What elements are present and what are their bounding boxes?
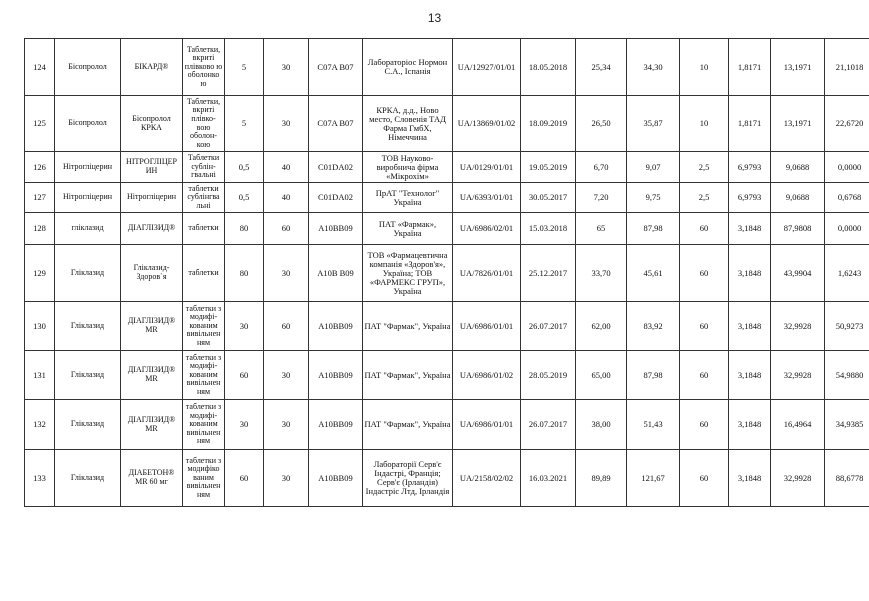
ddd-cell: 60 xyxy=(680,400,729,450)
reimbursement-cell: 43,9904 xyxy=(771,245,825,302)
trade-name-cell: Бісопролол КРКА xyxy=(121,96,183,152)
pack-quantity-cell: 60 xyxy=(264,213,309,245)
manufacturer-cell: ПАТ "Фармак", Україна xyxy=(363,400,453,450)
price-cell: 33,70 xyxy=(576,245,627,302)
inn-cell: Гліклазид xyxy=(55,351,121,400)
date-cell: 25.12.2017 xyxy=(521,245,576,302)
dose-cell: 5 xyxy=(225,96,264,152)
cost-per-ddd-cell: 1,8171 xyxy=(729,96,771,152)
pack-quantity-cell: 30 xyxy=(264,96,309,152)
price-cell: 26,50 xyxy=(576,96,627,152)
atc-code-cell: A10BB09 xyxy=(309,213,363,245)
copayment-cell: 0,0000 xyxy=(825,213,869,245)
date-cell: 18.09.2019 xyxy=(521,96,576,152)
atc-code-cell: C01DA02 xyxy=(309,152,363,183)
trade-name-cell: БІКАРД® xyxy=(121,39,183,96)
registration-number-cell: UA/12927/01/01 xyxy=(453,39,521,96)
copayment-cell: 0,6768 xyxy=(825,183,869,213)
registration-number-cell: UA/6393/01/01 xyxy=(453,183,521,213)
manufacturer-cell: ТОВ «Фармацевтична компанія «Здоров'я», Україна; ТОВ «ФАРМЕКС ГРУП», Україна xyxy=(363,245,453,302)
ddd-cell: 60 xyxy=(680,213,729,245)
manufacturer-cell: Лабораторіос Нормон С.А., Іспанія xyxy=(363,39,453,96)
retail-price-cell: 87,98 xyxy=(627,351,680,400)
pack-quantity-cell: 40 xyxy=(264,183,309,213)
dose-cell: 0,5 xyxy=(225,152,264,183)
registration-number-cell: UA/13869/01/02 xyxy=(453,96,521,152)
ddd-cell: 10 xyxy=(680,39,729,96)
ddd-cell: 60 xyxy=(680,302,729,351)
ddd-cell: 10 xyxy=(680,96,729,152)
trade-name-cell: НІТРОГЛІЦЕР ИН xyxy=(121,152,183,183)
dosage-form-cell: таблетки з модифі- кованим вивільнен ням xyxy=(183,400,225,450)
atc-code-cell: C07A B07 xyxy=(309,96,363,152)
atc-code-cell: A10BB09 xyxy=(309,302,363,351)
inn-cell: Бісопролол xyxy=(55,96,121,152)
cost-per-ddd-cell: 3,1848 xyxy=(729,245,771,302)
retail-price-cell: 83,92 xyxy=(627,302,680,351)
row-number: 133 xyxy=(25,450,55,507)
reimbursement-cell: 87,9808 xyxy=(771,213,825,245)
copayment-cell: 1,6243 xyxy=(825,245,869,302)
trade-name-cell: Гліклазид- Здоров`я xyxy=(121,245,183,302)
cost-per-ddd-cell: 3,1848 xyxy=(729,302,771,351)
trade-name-cell: ДІАГЛІЗИД® xyxy=(121,213,183,245)
ddd-cell: 60 xyxy=(680,351,729,400)
reimbursement-cell: 32,9928 xyxy=(771,302,825,351)
trade-name-cell: Нітрогліцерин xyxy=(121,183,183,213)
dosage-form-cell: таблетки з модифі- кованим вивільнен ням xyxy=(183,302,225,351)
retail-price-cell: 45,61 xyxy=(627,245,680,302)
retail-price-cell: 35,87 xyxy=(627,96,680,152)
row-number: 130 xyxy=(25,302,55,351)
dose-cell: 60 xyxy=(225,351,264,400)
dose-cell: 30 xyxy=(225,400,264,450)
row-number: 129 xyxy=(25,245,55,302)
date-cell: 26.07.2017 xyxy=(521,400,576,450)
atc-code-cell: A10BB09 xyxy=(309,351,363,400)
retail-price-cell: 34,30 xyxy=(627,39,680,96)
dosage-form-cell: таблетки сублінгва льні xyxy=(183,183,225,213)
price-cell: 38,00 xyxy=(576,400,627,450)
atc-code-cell: C01DA02 xyxy=(309,183,363,213)
row-number: 126 xyxy=(25,152,55,183)
table-row xyxy=(25,400,869,450)
registration-number-cell: UA/7826/01/01 xyxy=(453,245,521,302)
inn-cell: гліклазид xyxy=(55,213,121,245)
price-cell: 89,89 xyxy=(576,450,627,507)
manufacturer-cell: ПрАТ "Технолог" Україна xyxy=(363,183,453,213)
pack-quantity-cell: 30 xyxy=(264,39,309,96)
table-row xyxy=(25,351,869,400)
manufacturer-cell: ПАТ "Фармак", Україна xyxy=(363,351,453,400)
row-number: 131 xyxy=(25,351,55,400)
trade-name-cell: ДІАГЛІЗИД® MR xyxy=(121,302,183,351)
copayment-cell: 22,6720 xyxy=(825,96,869,152)
table-body xyxy=(25,39,869,507)
trade-name-cell: ДІАБЕТОН® MR 60 мг xyxy=(121,450,183,507)
copayment-cell: 0,0000 xyxy=(825,152,869,183)
manufacturer-cell: ТОВ Науково- виробнича фірма «Мікрохім» xyxy=(363,152,453,183)
ddd-cell: 60 xyxy=(680,450,729,507)
pack-quantity-cell: 30 xyxy=(264,245,309,302)
retail-price-cell: 9,07 xyxy=(627,152,680,183)
date-cell: 18.05.2018 xyxy=(521,39,576,96)
date-cell: 15.03.2018 xyxy=(521,213,576,245)
reimbursement-cell: 9,0688 xyxy=(771,152,825,183)
reimbursement-cell: 32,9928 xyxy=(771,450,825,507)
inn-cell: Нітрогліцерин xyxy=(55,152,121,183)
row-number: 127 xyxy=(25,183,55,213)
inn-cell: Гліклазид xyxy=(55,302,121,351)
dose-cell: 60 xyxy=(225,450,264,507)
registration-number-cell: UA/6986/01/01 xyxy=(453,400,521,450)
manufacturer-cell: ПАТ "Фармак", Україна xyxy=(363,302,453,351)
registration-number-cell: UA/6986/01/01 xyxy=(453,302,521,351)
price-cell: 6,70 xyxy=(576,152,627,183)
table-row xyxy=(25,213,869,245)
table-row xyxy=(25,302,869,351)
table-row xyxy=(25,450,869,507)
manufacturer-cell: Лабораторії Серв'є Індастрі, Франція; Серв'є (Ірландія) Індастріс Лтд, Ірландія xyxy=(363,450,453,507)
copayment-cell: 21,1018 xyxy=(825,39,869,96)
pack-quantity-cell: 30 xyxy=(264,400,309,450)
date-cell: 30.05.2017 xyxy=(521,183,576,213)
page-number: 13 xyxy=(427,11,442,25)
atc-code-cell: C07A B07 xyxy=(309,39,363,96)
table-row xyxy=(25,39,869,96)
cost-per-ddd-cell: 1,8171 xyxy=(729,39,771,96)
table-row xyxy=(25,152,869,183)
price-cell: 65 xyxy=(576,213,627,245)
inn-cell: Бісопролол xyxy=(55,39,121,96)
copayment-cell: 88,6778 xyxy=(825,450,869,507)
price-cell: 25,34 xyxy=(576,39,627,96)
dose-cell: 80 xyxy=(225,245,264,302)
pack-quantity-cell: 40 xyxy=(264,152,309,183)
reimbursement-cell: 13,1971 xyxy=(771,39,825,96)
dosage-form-cell: Таблетки, вкриті плівково ю оболонко ю xyxy=(183,39,225,96)
inn-cell: Гліклазид xyxy=(55,400,121,450)
copayment-cell: 50,9273 xyxy=(825,302,869,351)
dosage-form-cell: таблетки xyxy=(183,245,225,302)
dose-cell: 0,5 xyxy=(225,183,264,213)
registration-number-cell: UA/6986/02/01 xyxy=(453,213,521,245)
reimbursement-cell: 16,4964 xyxy=(771,400,825,450)
cost-per-ddd-cell: 3,1848 xyxy=(729,351,771,400)
dose-cell: 5 xyxy=(225,39,264,96)
cost-per-ddd-cell: 3,1848 xyxy=(729,400,771,450)
dosage-form-cell: Таблетки, вкриті плівко- вою оболон- кою xyxy=(183,96,225,152)
pack-quantity-cell: 30 xyxy=(264,450,309,507)
manufacturer-cell: КРКА, д.д., Ново место, Словенія ТАД Фарма ГмбХ, Німеччина xyxy=(363,96,453,152)
table-row xyxy=(25,245,869,302)
reimbursement-cell: 9,0688 xyxy=(771,183,825,213)
reimbursement-cell: 13,1971 xyxy=(771,96,825,152)
dosage-form-cell: Таблетки сублін- гвальні xyxy=(183,152,225,183)
cost-per-ddd-cell: 3,1848 xyxy=(729,450,771,507)
reimbursement-cell: 32,9928 xyxy=(771,351,825,400)
ddd-cell: 2,5 xyxy=(680,152,729,183)
retail-price-cell: 121,67 xyxy=(627,450,680,507)
row-number: 132 xyxy=(25,400,55,450)
registration-number-cell: UA/2158/02/02 xyxy=(453,450,521,507)
atc-code-cell: A10BB09 xyxy=(309,400,363,450)
price-cell: 62,00 xyxy=(576,302,627,351)
dosage-form-cell: таблетки з модифі- кованим вивільнен ням xyxy=(183,351,225,400)
cost-per-ddd-cell: 6,9793 xyxy=(729,152,771,183)
cost-per-ddd-cell: 6,9793 xyxy=(729,183,771,213)
registration-number-cell: UA/6986/01/02 xyxy=(453,351,521,400)
dosage-form-cell: таблетки xyxy=(183,213,225,245)
pack-quantity-cell: 30 xyxy=(264,351,309,400)
table-row xyxy=(25,96,869,152)
inn-cell: Гліклазид xyxy=(55,245,121,302)
copayment-cell: 54,9880 xyxy=(825,351,869,400)
retail-price-cell: 9,75 xyxy=(627,183,680,213)
dosage-form-cell: таблетки з модифіко ваним вивільнен ням xyxy=(183,450,225,507)
ddd-cell: 60 xyxy=(680,245,729,302)
price-cell: 65,00 xyxy=(576,351,627,400)
drug-registry-table xyxy=(24,38,869,507)
atc-code-cell: A10BB09 xyxy=(309,450,363,507)
date-cell: 19.05.2019 xyxy=(521,152,576,183)
trade-name-cell: ДІАГЛІЗИД® MR xyxy=(121,351,183,400)
inn-cell: Гліклазид xyxy=(55,450,121,507)
retail-price-cell: 87,98 xyxy=(627,213,680,245)
cost-per-ddd-cell: 3,1848 xyxy=(729,213,771,245)
ddd-cell: 2,5 xyxy=(680,183,729,213)
date-cell: 28.05.2019 xyxy=(521,351,576,400)
dose-cell: 30 xyxy=(225,302,264,351)
date-cell: 26.07.2017 xyxy=(521,302,576,351)
row-number: 128 xyxy=(25,213,55,245)
price-cell: 7,20 xyxy=(576,183,627,213)
dose-cell: 80 xyxy=(225,213,264,245)
inn-cell: Нітрогліцерин xyxy=(55,183,121,213)
atc-code-cell: A10B B09 xyxy=(309,245,363,302)
row-number: 124 xyxy=(25,39,55,96)
manufacturer-cell: ПАТ «Фармак», Україна xyxy=(363,213,453,245)
retail-price-cell: 51,43 xyxy=(627,400,680,450)
table-row xyxy=(25,183,869,213)
date-cell: 16.03.2021 xyxy=(521,450,576,507)
pack-quantity-cell: 60 xyxy=(264,302,309,351)
copayment-cell: 34,9385 xyxy=(825,400,869,450)
registration-number-cell: UA/0129/01/01 xyxy=(453,152,521,183)
trade-name-cell: ДІАГЛІЗИД® MR xyxy=(121,400,183,450)
row-number: 125 xyxy=(25,96,55,152)
